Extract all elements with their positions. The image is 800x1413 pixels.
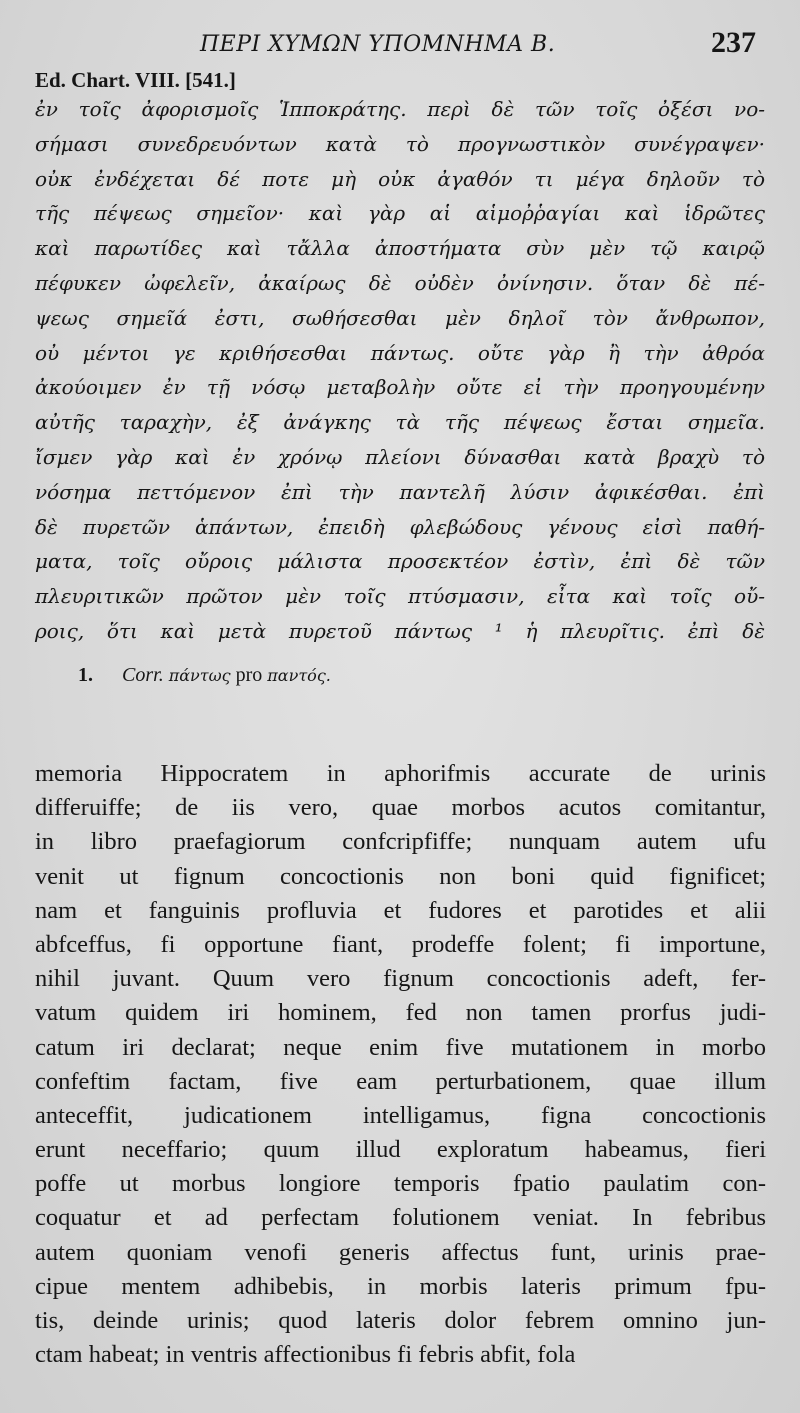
footnote-greek-word: πάντως [168, 666, 231, 685]
latin-line: abfceffus, fi opportune fiant, prodeffe folent; fi importune, [35, 930, 766, 958]
greek-line: ἀκούοιμεν ἐν τῇ νόσῳ μεταβολὴν οὔτε εἰ τὴν προηγουμένην [35, 375, 765, 400]
greek-line: τῆς πέψεως σημεῖον· καὶ γὰρ αἱ αἱμοῤῥαγίαι καὶ ἱδρῶτες [35, 201, 765, 226]
greek-line: πλευριτικῶν πρῶτον μὲν τοῖς πτύσμασιν, εἶτα καὶ τοῖς οὔ- [35, 584, 765, 609]
latin-line: confeftim factam, five eam perturbationem, quae illum [35, 1067, 766, 1095]
footnote [78, 664, 331, 687]
latin-text-block [35, 757, 766, 1372]
latin-line: nam et fanguinis profluvia et fudores et parotides et alii [35, 896, 766, 924]
latin-line: memoria Hippocratem in aphorifmis accurate de urinis [35, 760, 766, 787]
greek-line: ἐν τοῖς ἀφορισμοῖς Ἱπποκράτης. περὶ δὲ τῶν τοῖς ὀξέσι νο- [35, 97, 765, 121]
running-head [0, 26, 800, 66]
latin-line: catum iri declarat; neque enim five mutationem in morbo [35, 1033, 766, 1061]
latin-line: cipue mentem adhibebis, in morbis lateris primum fpu- [35, 1272, 766, 1300]
footnote-corr: Corr. [122, 664, 164, 686]
latin-line: in libro praefagiorum confcripfiffe; nunquam autem ufu [35, 828, 766, 856]
latin-line: coquatur et ad perfectam folutionem veniat. In febribus [35, 1204, 766, 1232]
greek-line: ψεως σημεῖά ἐστι, σωθήσεσθαι μὲν δηλοῖ τὸν ἄνθρωπον, [35, 305, 765, 330]
greek-line: νόσημα πεττόμενον ἐπὶ τὴν παντελῆ λύσιν ἀφικέσθαι. ἐπὶ [35, 479, 765, 504]
footnote-number: 1. [78, 664, 93, 686]
latin-line: erunt neceffario; quum illud exploratum habeamus, fieri [35, 1136, 766, 1164]
greek-line: αὐτῆς ταραχὴν, ἐξ ἀνάγκης τὰ τῆς πέψεως ἔσται σημεῖα. [35, 410, 765, 435]
latin-line: differuiffe; de iis vero, quae morbos acutos comitantur, [35, 794, 766, 822]
greek-line: ἴσμεν γὰρ καὶ ἐν χρόνῳ πλείονι δύνασθαι κατὰ βραχὺ τὸ [35, 444, 765, 469]
latin-line: venit ut fignum concoctionis non boni quid fignificet; [35, 862, 766, 890]
latin-line: vatum quidem iri hominem, fed non tamen prorfus judi- [35, 999, 766, 1027]
greek-line: δὲ πυρετῶν ἁπάντων, ἐπειδὴ φλεβώδους γένους εἰσὶ παθή- [35, 514, 765, 539]
latin-line: nihil juvant. Quum vero fignum concoctionis adeft, fer- [35, 965, 766, 993]
greek-line: οὐ μέντοι γε κριθήσεσθαι πάντως. οὔτε γὰρ ἢ τὴν ἀθρόα [35, 340, 765, 365]
greek-line: καὶ παρωτίδες καὶ τἄλλα ἀποστήματα σὺν μὲν τῷ καιρῷ [35, 236, 765, 261]
footnote-greek-word-2: παντός. [267, 666, 331, 685]
greek-line: πέφυκεν ὠφελεῖν, ἀκαίρως δὲ οὐδὲν ὀνίνησιν. ὅταν δὲ πέ- [35, 270, 765, 295]
latin-line: anteceffit, judicationem intelligamus, figna concoctionis [35, 1101, 766, 1129]
greek-line: σήμασι συνεδρευόντων κατὰ τὸ προγνωστικὸν συνέγραψεν· [35, 131, 765, 156]
greek-line: οὐκ ἐνδέχεται δέ ποτε μὴ οὐκ ἀγαθόν τι μέγα δηλοῦν τὸ [35, 166, 765, 191]
greek-line: ροις, ὅτι καὶ μετὰ πυρετοῦ πάντως ¹ ἡ πλευρῖτις. ἐπὶ δὲ [35, 618, 765, 643]
footnote-pro: pro [235, 664, 263, 686]
edition-reference: Ed. Chart. VIII. [541.] [35, 68, 236, 92]
greek-text-block [35, 92, 765, 649]
page-number: 237 [711, 26, 756, 59]
latin-line: ctam habeat; in ventris affectionibus fi febris abfit, fola [35, 1341, 576, 1369]
greek-line: ματα, τοῖς οὔροις μάλιστα προσεκτέον ἐστὶν, ἐπὶ δὲ τῶν [35, 549, 765, 574]
running-title: ΠΕΡΙ ΧΥΜΩΝ ΥΠΟΜΝΗΜΑ Β. [200, 32, 556, 57]
latin-line: poffe ut morbus longiore temporis fpatio paulatim con- [35, 1170, 766, 1198]
latin-line: tis, deinde urinis; quod lateris dolor febrem omnino jun- [35, 1307, 766, 1334]
latin-line: autem quoniam venofi generis affectus funt, urinis prae- [35, 1238, 766, 1266]
